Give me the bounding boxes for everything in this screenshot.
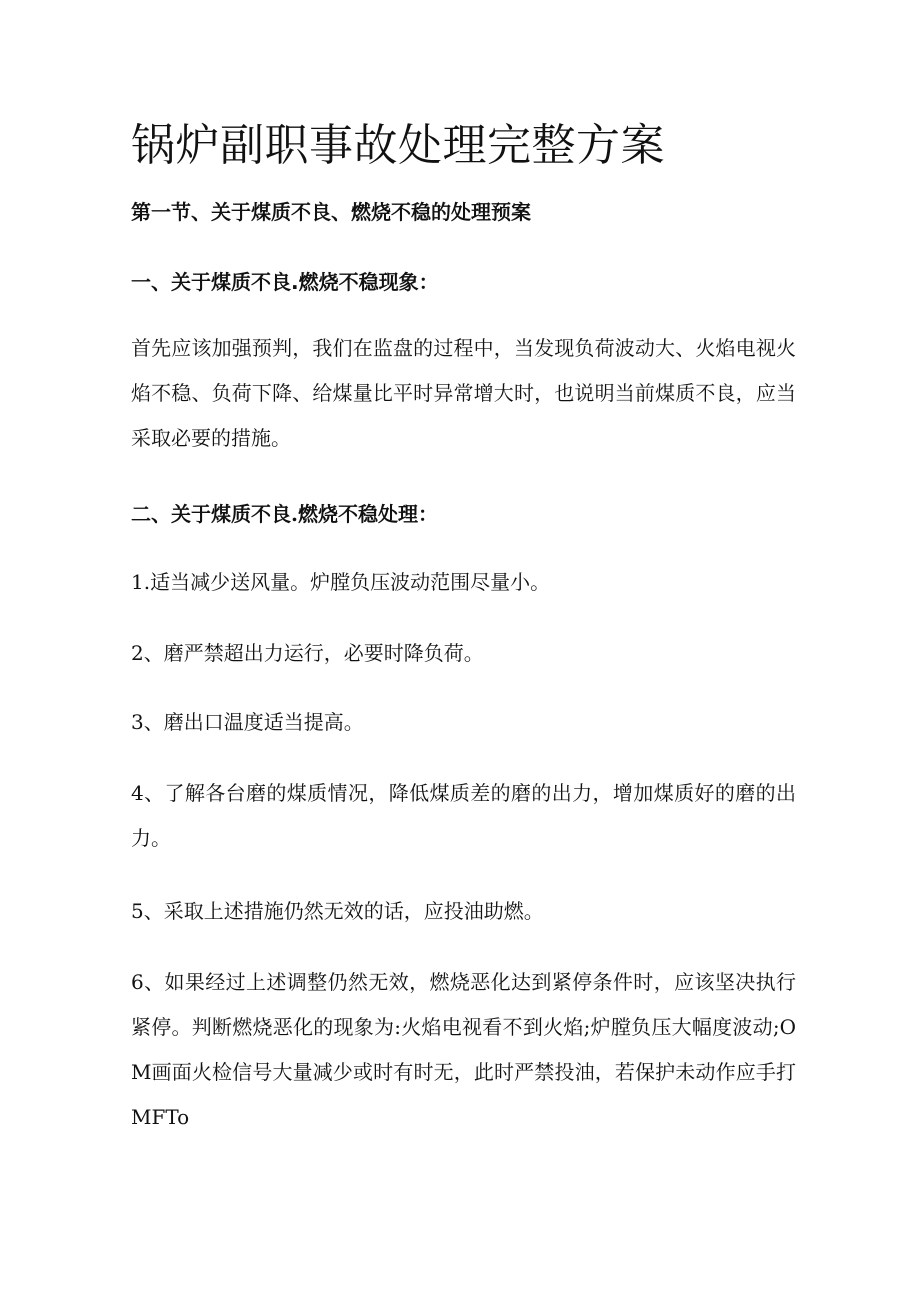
- list-item-6: 6、如果经过上述调整仍然无效，燃烧恶化达到紧停条件时，应该坚决执行紧停。判断燃烧恶化的现象为:火焰电视看不到火焰;炉膛负压大幅度波动;OM画面火检信号大量减少或时有时无，此时严禁投油，若保护未动作应手打MFTo: [131, 970, 796, 1129]
- list-item-2: 2、磨严禁超出力运行，必要时降负荷。: [131, 641, 484, 665]
- part1-paragraph: 首先应该加强预判，我们在监盘的过程中，当发现负荷波动大、火焰电视火焰不稳、负荷下降、给煤量比平时异常增大时，也说明当前煤质不良，应当采取必要的措施。: [131, 336, 796, 450]
- part1-heading: 一、关于煤质不良.燃烧不稳现象：: [131, 270, 439, 294]
- list-item-5: 5、采取上述措施仍然无效的话，应投油助燃。: [131, 899, 544, 923]
- document-title: 锅炉副职事故处理完整方案: [131, 120, 665, 171]
- list-item-3: 3、磨出口温度适当提高。: [131, 710, 364, 734]
- list-item-4: 4、了解各台磨的煤质情况，降低煤质差的磨的出力，增加煤质好的磨的出力。: [131, 781, 796, 850]
- list-item-1: 1.适当减少送风量。炉膛负压波动范围尽量小。: [131, 570, 551, 594]
- section-heading: 第一节、关于煤质不良、燃烧不稳的处理预案: [131, 200, 531, 224]
- part2-heading: 二、关于煤质不良.燃烧不稳处理：: [131, 502, 438, 526]
